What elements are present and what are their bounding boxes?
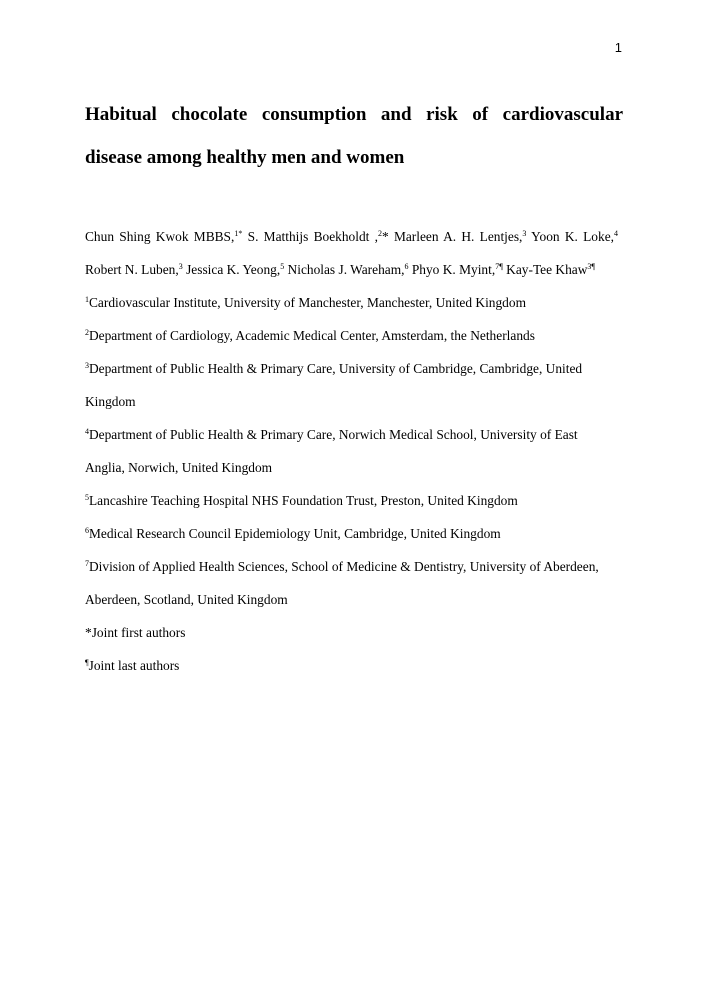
author: Phyo K. Myint,$^{7\P}$ [411,262,503,277]
author: Nicholas J. Wareham,$^6$ [287,262,409,277]
author: Robert N. Luben,$^3$ [85,262,183,277]
author: Jessica K. Yeong,$^5$ [186,262,285,277]
affiliation: $^7$Division of Applied Health Sciences, School of Medicine & Dentistry, University of Aberdeen, Aberdeen, Scotland, United Kingdom [85,559,599,607]
author: Marleen A. H. Lentjes,$^3$ [393,229,527,244]
affiliation: $^3$Department of Public Health & Primary Care, University of Cambridge, Cambridge, United Kingdom [85,361,583,409]
affiliation: $^1$Cardiovascular Institute, University of Manchester, Manchester, United Kingdom [85,295,526,310]
affiliation: $^4$Department of Public Health & Primary Care, Norwich Medical School, University of East Anglia, Norwich, United Kingdom [85,427,578,475]
author: Kay-Tee Khaw$^{3\P}$ [506,262,596,277]
author: Yoon K. Loke,$^4$ [531,229,618,244]
author: S. Matthijs Boekholdt ,$^2$* [247,229,394,244]
front-matter [85,220,618,682]
affiliation: $^2$Department of Cardiology, Academic Medical Center, Amsterdam, the Netherlands [85,328,535,343]
author: Chun Shing Kwok MBBS,$^{1*}$ [85,229,243,244]
page-number: 1 [614,40,622,55]
joint-first-note: *Joint first authors [85,625,186,640]
affiliation: $^5$Lancashire Teaching Hospital NHS Foundation Trust, Preston, United Kingdom [85,493,518,508]
affiliation: $^6$Medical Research Council Epidemiology Unit, Cambridge, United Kingdom [85,526,501,541]
author-list [85,220,618,286]
joint-last-note: ¶Joint last authors [85,658,180,673]
paper-title: Habitual chocolate consumption and risk of cardiovascular disease among healthy men and women [85,104,623,168]
